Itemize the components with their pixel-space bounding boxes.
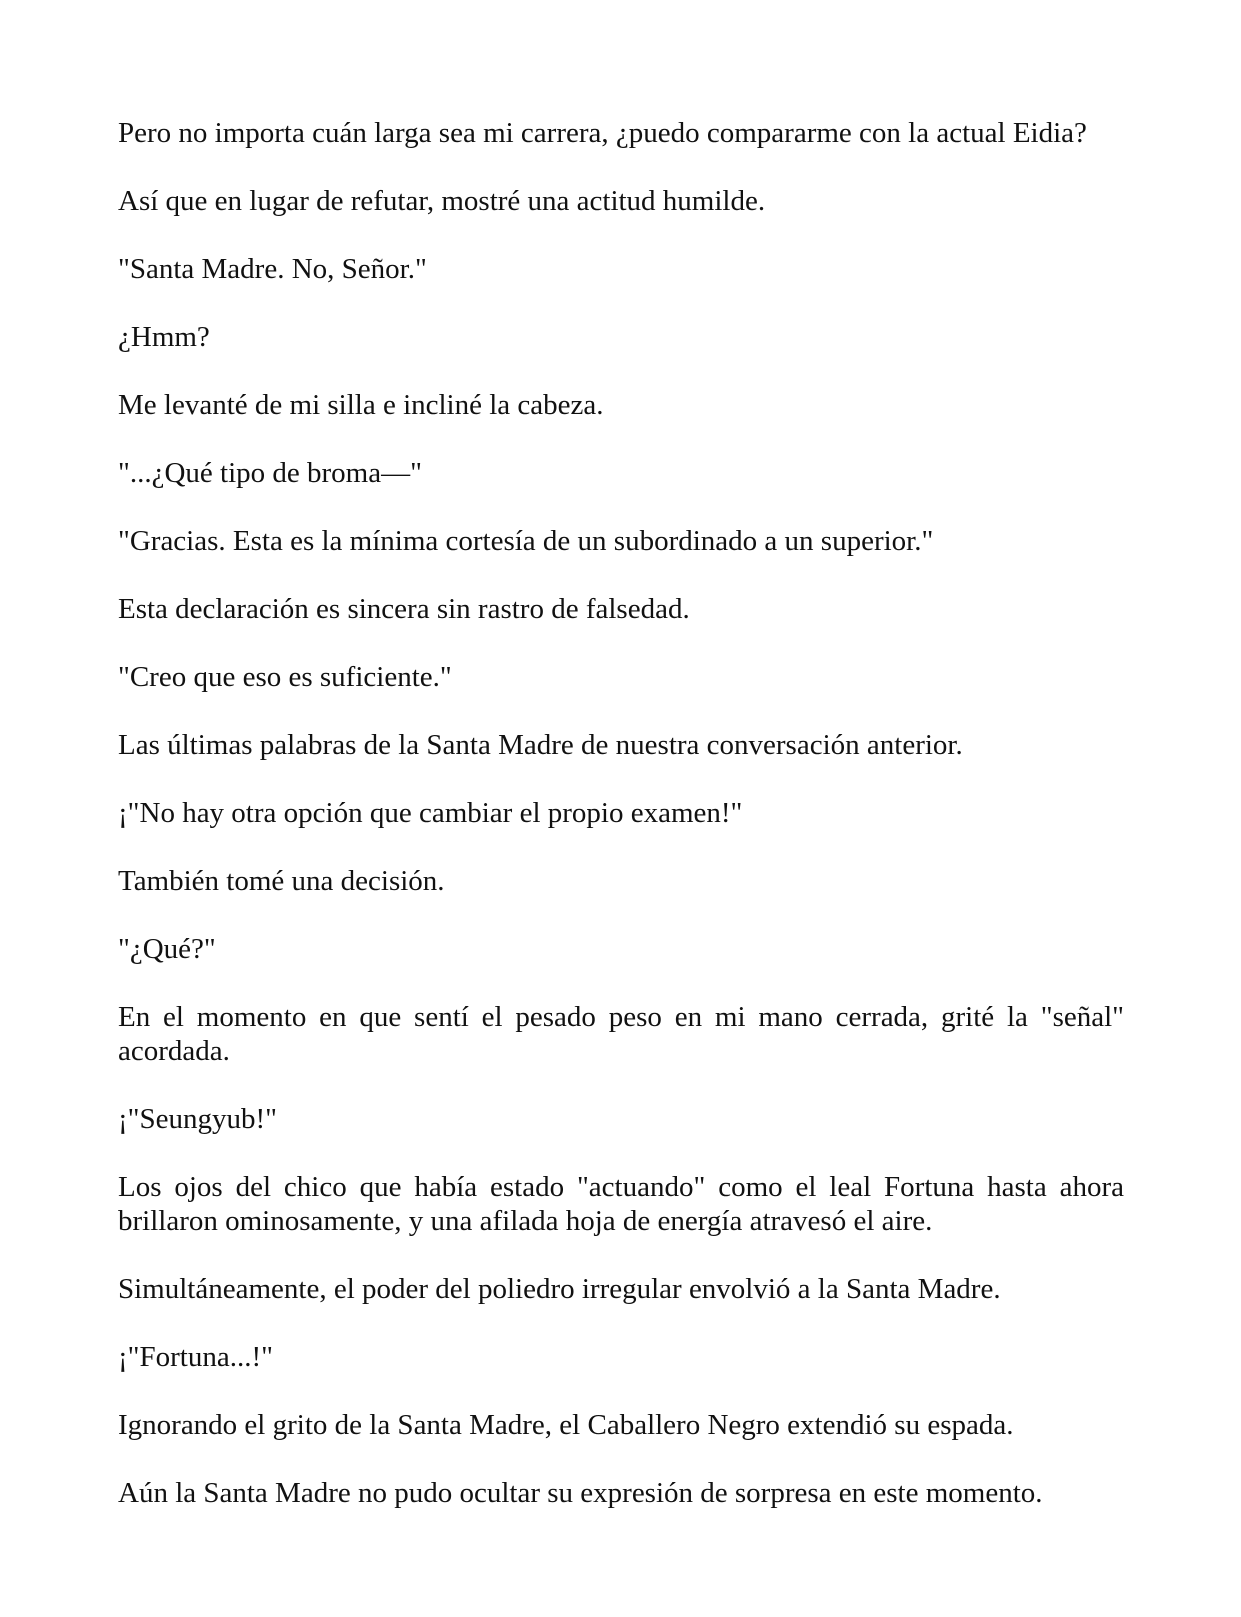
paragraph-18: ¡"Fortuna...!" <box>118 1341 273 1373</box>
paragraph-20: Aún la Santa Madre no pudo ocultar su expresión de sorpresa en este momento. <box>118 1477 1043 1509</box>
paragraph-8: Esta declaración es sincera sin rastro de falsedad. <box>118 593 690 625</box>
paragraph-14: En el momento en que sentí el pesado peso en mi mano cerrada, grité la "señal" acordada. <box>118 1001 1124 1067</box>
paragraph-1: Pero no importa cuán larga sea mi carrera, ¿puedo compararme con la actual Eidia? <box>118 117 1087 149</box>
paragraph-2: Así que en lugar de refutar, mostré una actitud humilde. <box>118 185 766 217</box>
paragraph-4: ¿Hmm? <box>118 321 210 353</box>
paragraph-15: ¡"Seungyub!" <box>118 1103 277 1135</box>
paragraph-6: "...¿Qué tipo de broma—" <box>118 457 422 489</box>
paragraph-9: "Creo que eso es suficiente." <box>118 661 452 693</box>
paragraph-7: "Gracias. Esta es la mínima cortesía de un subordinado a un superior." <box>118 525 934 557</box>
paragraph-19: Ignorando el grito de la Santa Madre, el Caballero Negro extendió su espada. <box>118 1409 1014 1441</box>
paragraph-13: "¿Qué?" <box>118 933 216 965</box>
document-body <box>118 116 1124 1544</box>
paragraph-3: "Santa Madre. No, Señor." <box>118 253 427 285</box>
paragraph-17: Simultáneamente, el poder del poliedro irregular envolvió a la Santa Madre. <box>118 1273 1001 1305</box>
paragraph-16: Los ojos del chico que había estado "actuando" como el leal Fortuna hasta ahora brillaron ominosamente, y una afilada hoja de energía atravesó el aire. <box>118 1171 1124 1237</box>
paragraph-12: También tomé una decisión. <box>118 865 445 897</box>
paragraph-11: ¡"No hay otra opción que cambiar el propio examen!" <box>118 797 743 829</box>
paragraph-10: Las últimas palabras de la Santa Madre de nuestra conversación anterior. <box>118 729 963 761</box>
paragraph-5: Me levanté de mi silla e incliné la cabeza. <box>118 389 604 421</box>
